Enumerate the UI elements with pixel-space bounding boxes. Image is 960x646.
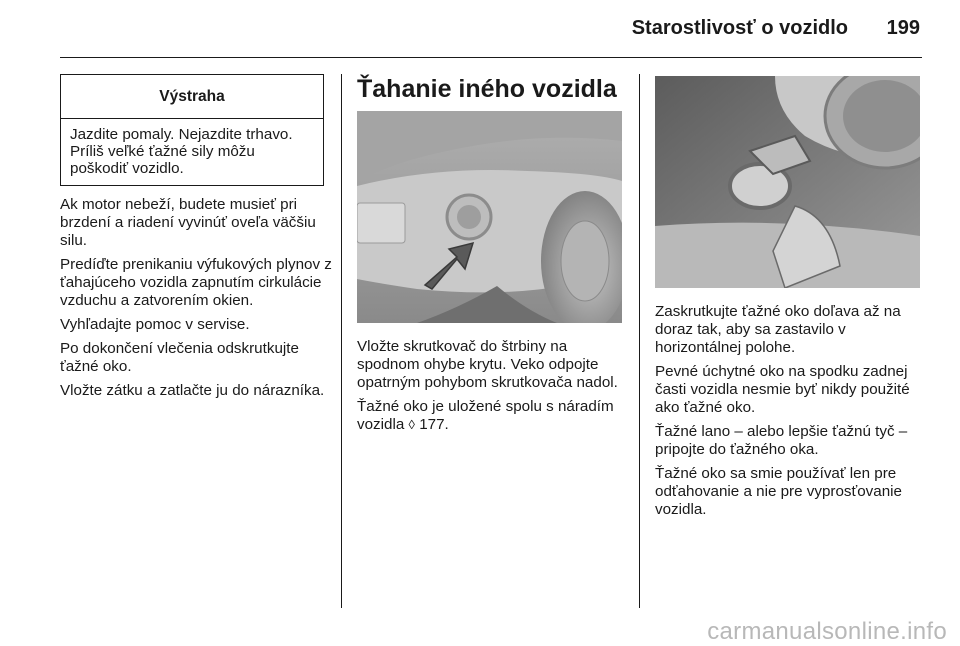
column-divider-left <box>341 74 342 608</box>
page-number: 199 <box>886 17 920 39</box>
ref-paragraph-text: Ťažné oko je uložené spolu s náradím vozidla <box>357 398 614 433</box>
warning-text: Jazdite pomaly. Nejazdite trhavo. Príliš veľké ťažné sily môžu poškodiť vozidlo. <box>70 126 293 177</box>
paragraph: Vyhľadajte pomoc v servise. <box>60 316 250 333</box>
paragraph: Ak motor nebeží, budete musieť pri brzdení a riadení vyvinúť oveľa väčšiu silu. <box>60 196 316 249</box>
bumper-cover-photo <box>357 111 622 323</box>
column-divider-right <box>639 74 640 608</box>
paragraph: Vložte skrutkovač do štrbiny na spodnom ohybe krytu. Veko odpojte opatrným pohybom skrutkovača nadol. <box>357 338 618 391</box>
paragraph: Po dokončení vlečenia odskrutkujte ťažné oko. <box>60 340 299 375</box>
page-reference-number: 177. <box>419 416 449 433</box>
column-2-text <box>357 338 629 440</box>
towing-eye-photo <box>655 76 920 288</box>
warning-title: Výstraha <box>61 75 323 119</box>
warning-box <box>60 74 324 186</box>
paragraph-with-reference <box>357 398 629 434</box>
column-3-text <box>655 303 927 525</box>
column-1-text <box>60 196 332 406</box>
paragraph: Vložte zátku a zatlačte ju do nárazníka. <box>60 382 325 399</box>
header-title: Starostlivosť o vozidlo <box>631 17 848 39</box>
paragraph: Predíďte prenikaniu výfukových plynov z ťahajúceho vozidla zapnutím cirkulácie vzduchu a zatvorením okien. <box>60 256 332 309</box>
page-reference-icon: ◊ <box>408 417 415 432</box>
paragraph: Ťažné oko sa smie používať len pre odťahovanie a nie pre vyprosťovanie vozidla. <box>655 465 902 518</box>
section-title: Ťahanie iného vozidla <box>357 75 617 103</box>
paragraph: Ťažné lano – alebo lepšie ťažnú tyč – pripojte do ťažného oka. <box>655 423 908 458</box>
paragraph: Zaskrutkujte ťažné oko doľava až na doraz tak, aby sa zastavilo v horizontálnej polohe. <box>655 303 901 356</box>
paragraph: Pevné úchytné oko na spodku zadnej časti vozidla nesmie byť nikdy použité ako ťažné oko. <box>655 363 910 416</box>
header-rule <box>60 57 922 58</box>
watermark: carmanualsonline.info <box>707 618 947 645</box>
